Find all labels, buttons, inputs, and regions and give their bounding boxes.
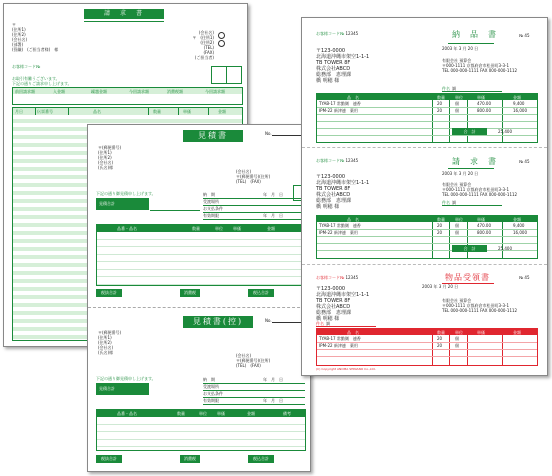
item-price: 800.00	[477, 108, 491, 113]
recipient-block	[316, 286, 369, 322]
item-qty: 20	[437, 223, 443, 228]
sender-line: TEL 000-000-1111 FAX 000-000-1112	[442, 68, 518, 73]
invoice-total-label: 合 計	[452, 245, 487, 252]
items-col: 単価	[217, 411, 225, 416]
customer-code-value: 12345	[345, 275, 359, 280]
delivery-col: 品 名	[347, 94, 359, 100]
delivery-total: 25,400	[498, 129, 512, 134]
invoice-number: № 45	[519, 159, 530, 164]
recipient-addr2: TB TOWER 8F	[316, 60, 351, 66]
sender-line: 有限会社 預算会	[442, 58, 472, 63]
sender-line: (住所2)	[200, 40, 214, 45]
estimate-conditions	[203, 192, 305, 220]
delivery-set-sheet	[301, 17, 548, 376]
company-line: (TEL) (FAX)	[236, 363, 261, 368]
item-unit: 個	[455, 343, 459, 348]
estimate-copy-title: 見積書(控)	[183, 316, 253, 328]
subject-value: 調	[326, 321, 330, 326]
invoice-address-block	[12, 22, 112, 52]
item-unit: 個	[455, 336, 459, 341]
subject-value: 調	[452, 200, 456, 205]
company-line: (TEL) (FAX)	[236, 179, 261, 184]
item-price: 470.00	[477, 223, 491, 228]
detail-col: 伝票番号	[37, 109, 53, 114]
recipient-addr2: TB TOWER 8F	[316, 298, 351, 304]
items-col: 金額	[267, 226, 275, 231]
subject-value: 調	[452, 86, 456, 91]
invoice-col: 数量	[437, 216, 445, 222]
address-line: 〒(郵便番号)	[98, 145, 122, 150]
address-line: (会社名)	[98, 345, 114, 350]
recipient-addr2: TB TOWER 8F	[316, 186, 351, 192]
seal-box	[211, 66, 227, 84]
address-line: (住所2)	[98, 340, 112, 345]
receipt-table	[316, 328, 538, 366]
receipt-col: 金額	[513, 329, 521, 335]
billing-col: 繰越金額	[91, 89, 107, 94]
footer-label: 税込合計	[248, 289, 274, 297]
sender-line: (FAX)	[203, 50, 214, 55]
item-price: 470.00	[477, 101, 491, 106]
item-name: TYAB-17 常勤側 連香	[319, 336, 361, 341]
sender-line: 〒000-1111 京都府倉市松田町3-3-1	[442, 187, 510, 192]
items-col: 品番・品名	[117, 226, 137, 231]
item-qty: 20	[437, 101, 443, 106]
invoice-note: お取引有難うございます。	[12, 76, 60, 81]
detail-col: 数量	[153, 109, 161, 114]
items-col: 金額	[247, 411, 255, 416]
address-line: (部署)	[12, 42, 24, 47]
recipient-person: 橋 明穂 様	[316, 78, 340, 84]
sender-line: (ご担当者)	[194, 55, 214, 60]
customer-code	[316, 31, 358, 36]
sender-block	[442, 298, 517, 313]
invoice-col: 品 名	[347, 216, 359, 222]
item-name: IPM-22 新津連 薬用	[319, 108, 358, 113]
delivery-col: 金額	[513, 94, 521, 100]
address-line: (住所1)	[12, 27, 26, 32]
detail-col: 品名	[93, 109, 101, 114]
sender-line: 〒000-1111 京都府倉市松田町3-3-1	[442, 63, 510, 68]
estimate-total-label: 見積合計	[96, 383, 149, 395]
receipt-col: 単価	[477, 329, 485, 335]
receipt-col: 品 名	[347, 329, 359, 335]
estimate-copy-footer	[96, 455, 304, 463]
invoice-sender-block	[154, 30, 214, 60]
recipient-block	[316, 48, 369, 84]
billing-col: 消費税額	[167, 89, 183, 94]
sender-line: 〒000-1111 京都府倉市松田町3-3-1	[442, 303, 510, 308]
receipt-number: № 45	[519, 275, 530, 280]
item-qty: 20	[437, 108, 443, 113]
address-line: (住所2)	[12, 32, 26, 37]
cond-label: お支払条件	[203, 206, 223, 211]
cond-unit: 年 月 日	[263, 377, 283, 382]
perforation-line	[88, 307, 310, 308]
recipient-dept: 総務部 恵理課	[316, 72, 352, 78]
invoice-title: 請 求 書	[84, 9, 164, 19]
company-line: 〒(郵便番号)(住所)	[236, 174, 271, 179]
billing-col: 今回請求額	[129, 89, 149, 94]
address-line: (住所1)	[98, 150, 112, 155]
item-name: TYAB-17 常勤側 連香	[319, 223, 361, 228]
estimate-company-block	[236, 169, 270, 184]
address-line: (氏名)様	[98, 165, 114, 170]
footer-label: 消費税	[180, 289, 200, 297]
estimate-sheet	[87, 124, 311, 472]
cond-label: 納 期	[203, 377, 215, 382]
receipt-title: 物品受領書	[445, 273, 490, 282]
sender-line: 〒 (住所1)	[192, 35, 214, 40]
customer-code	[316, 275, 358, 280]
customer-code-label: お客様コード№	[316, 275, 345, 280]
sender-block	[442, 58, 517, 73]
billing-col: 入金額	[53, 89, 65, 94]
cond-label: お支払条件	[203, 391, 223, 396]
cond-unit: 年 月 日	[263, 213, 283, 218]
address-line: 〒	[12, 22, 16, 27]
sender-block	[442, 182, 517, 197]
delivery-table	[316, 93, 538, 143]
item-qty: 20	[437, 343, 443, 348]
delivery-date: 2003 年 3 月 20 日	[442, 46, 479, 51]
company-line: (会社名)	[236, 353, 252, 358]
recipient-company: 株式会社ABCD	[316, 192, 351, 198]
footer-label: 税込合計	[248, 455, 274, 463]
customer-code-label: お客様コード№	[316, 158, 345, 163]
item-qty: 20	[437, 230, 443, 235]
customer-code-value: 12345	[345, 158, 359, 163]
recipient-dept: 総務部 恵理課	[316, 198, 352, 204]
delivery-col: 数量	[437, 94, 445, 100]
sender-line: (TEL)	[203, 45, 214, 50]
stamp-circle-icon	[218, 40, 225, 47]
recipient-person: 橋 明穂 様	[316, 204, 340, 210]
company-line: (会社名)	[236, 169, 252, 174]
recipient-dept: 総務部 恵理課	[316, 310, 352, 316]
detail-col: 金額	[218, 109, 226, 114]
delivery-title: 納 品 書	[452, 30, 497, 39]
items-col: 単位	[199, 411, 207, 416]
estimate-copy-address-block	[98, 330, 121, 355]
subject-label: 件名	[442, 200, 450, 205]
perforation-line	[302, 264, 547, 265]
item-unit: 個	[455, 101, 459, 106]
client-code-label: お客様コード№	[12, 64, 41, 69]
footer-label: 税抜合計	[96, 455, 122, 463]
invoice-date: 2003 年 3 月 20 日	[442, 171, 479, 176]
items-col: 品番・品名	[117, 411, 137, 416]
recipient-postal: 〒123-0000	[316, 48, 346, 54]
items-col: 数量	[177, 411, 185, 416]
sender-line: (会社名)	[198, 30, 214, 35]
estimate-footer	[96, 289, 304, 297]
item-amount: 16,000	[513, 230, 527, 235]
estimate-intro: 下記の通り御見積申し上げます。	[96, 376, 156, 381]
estimate-title: 見積書	[183, 130, 243, 142]
item-name: IPM-22 新津連 薬用	[319, 343, 358, 348]
items-col: 数量	[192, 226, 200, 231]
estimate-intro: 下記の通り御見積申し上げます。	[96, 191, 156, 196]
address-line: 〒(郵便番号)	[98, 330, 122, 335]
cond-unit: 年 月 日	[263, 398, 283, 403]
invoice-title: 請 求 書	[452, 157, 497, 166]
estimate-no-label: No.	[265, 131, 272, 136]
address-line: (会社名)	[12, 37, 28, 42]
cond-label: 受渡場所	[203, 384, 219, 389]
estimate-copy-conditions	[203, 377, 305, 405]
estimate-copy-items-table	[96, 409, 306, 451]
delivery-col: 単価	[477, 94, 485, 100]
receipt-col: 単位	[455, 329, 463, 335]
customer-code-label: お客様コード№	[316, 31, 345, 36]
recipient-company: 株式会社ABCD	[316, 66, 351, 72]
recipient-postal: 〒123-0000	[316, 286, 346, 292]
subject-label: 件名	[442, 86, 450, 91]
items-col: 備考	[283, 411, 291, 416]
item-price: 800.00	[477, 230, 491, 235]
recipient-company: 株式会社ABCD	[316, 304, 351, 310]
estimate-address-block	[98, 145, 121, 170]
estimate-items-table	[96, 224, 306, 286]
cond-label: 有効期限	[203, 398, 219, 403]
items-col: 単価	[233, 226, 241, 231]
estimate-no-label: No.	[265, 318, 272, 323]
perforation-line	[302, 147, 547, 148]
recipient-addr1: 北海道沖縄市架空1-1-1	[316, 54, 370, 60]
address-line: (住所1)	[98, 335, 112, 340]
recipient-addr1: 北海道沖縄市架空1-1-1	[316, 180, 370, 186]
billing-col: 今回請求額	[205, 89, 225, 94]
delivery-col: 単位	[455, 94, 463, 100]
item-name: IPM-22 新津連 薬用	[319, 230, 358, 235]
recipient-block	[316, 174, 369, 210]
sender-line: 有限会社 預算会	[442, 182, 472, 187]
invoice-note-2: 下記の通りご請求申し上げます。	[12, 81, 72, 86]
stamp-circle-icon	[218, 32, 225, 39]
cond-label: 納 期	[203, 192, 215, 197]
billing-col: 前回請求額	[15, 89, 35, 94]
recipient-person: 橋 明穂 様	[316, 316, 340, 322]
sender-line: TEL 000-000-1111 FAX 000-000-1112	[442, 192, 518, 197]
cond-label: 有効期限	[203, 213, 219, 218]
detail-col: 月日	[15, 109, 23, 114]
delivery-number: № 45	[519, 33, 530, 38]
estimate-copy-company-block	[236, 353, 270, 368]
customer-code	[316, 158, 358, 163]
items-col: 単位	[215, 226, 223, 231]
invoice-col: 金額	[513, 216, 521, 222]
subject-label: 件名	[316, 321, 324, 326]
invoice-col: 単価	[477, 216, 485, 222]
cond-label: 受渡場所	[203, 199, 219, 204]
item-amount: 9,400	[513, 223, 525, 228]
item-name: TYAB-17 常勤側 連香	[319, 101, 361, 106]
billing-summary-table	[12, 87, 243, 105]
cond-unit: 年 月 日	[263, 192, 283, 197]
address-line: (住所2)	[98, 155, 112, 160]
invoice-table	[316, 215, 538, 259]
footer-label: 消費税	[180, 455, 200, 463]
address-line: (役職) (ご担当者様) 様	[12, 47, 59, 52]
item-unit: 個	[455, 223, 459, 228]
sender-line: TEL 000-000-1111 FAX 000-000-1112	[442, 308, 518, 313]
item-qty: 20	[437, 336, 443, 341]
estimate-total-label: 見積合計	[96, 198, 149, 210]
customer-code-value: 12345	[345, 31, 359, 36]
item-unit: 個	[455, 230, 459, 235]
receipt-date: 2003 年 3 月 20 日	[422, 284, 459, 289]
copyright: (C) Copyright ANOMA SHINANO Co.,Ltd.	[316, 367, 376, 371]
invoice-total: 25,400	[498, 246, 512, 251]
address-line: (氏名)様	[98, 350, 114, 355]
sender-line: 有限会社 預算会	[442, 298, 472, 303]
detail-col: 単価	[183, 109, 191, 114]
footer-label: 税抜合計	[96, 289, 122, 297]
recipient-addr1: 北海道沖縄市架空1-1-1	[316, 292, 370, 298]
item-amount: 16,000	[513, 108, 527, 113]
company-line: 〒(郵便番号)(住所)	[236, 358, 271, 363]
item-amount: 9,400	[513, 101, 525, 106]
receipt-col: 数量	[437, 329, 445, 335]
invoice-col: 単位	[455, 216, 463, 222]
item-unit: 個	[455, 108, 459, 113]
address-line: (会社名)	[98, 160, 114, 165]
recipient-postal: 〒123-0000	[316, 174, 346, 180]
seal-box	[226, 66, 242, 84]
delivery-total-label: 合 計	[452, 128, 487, 135]
